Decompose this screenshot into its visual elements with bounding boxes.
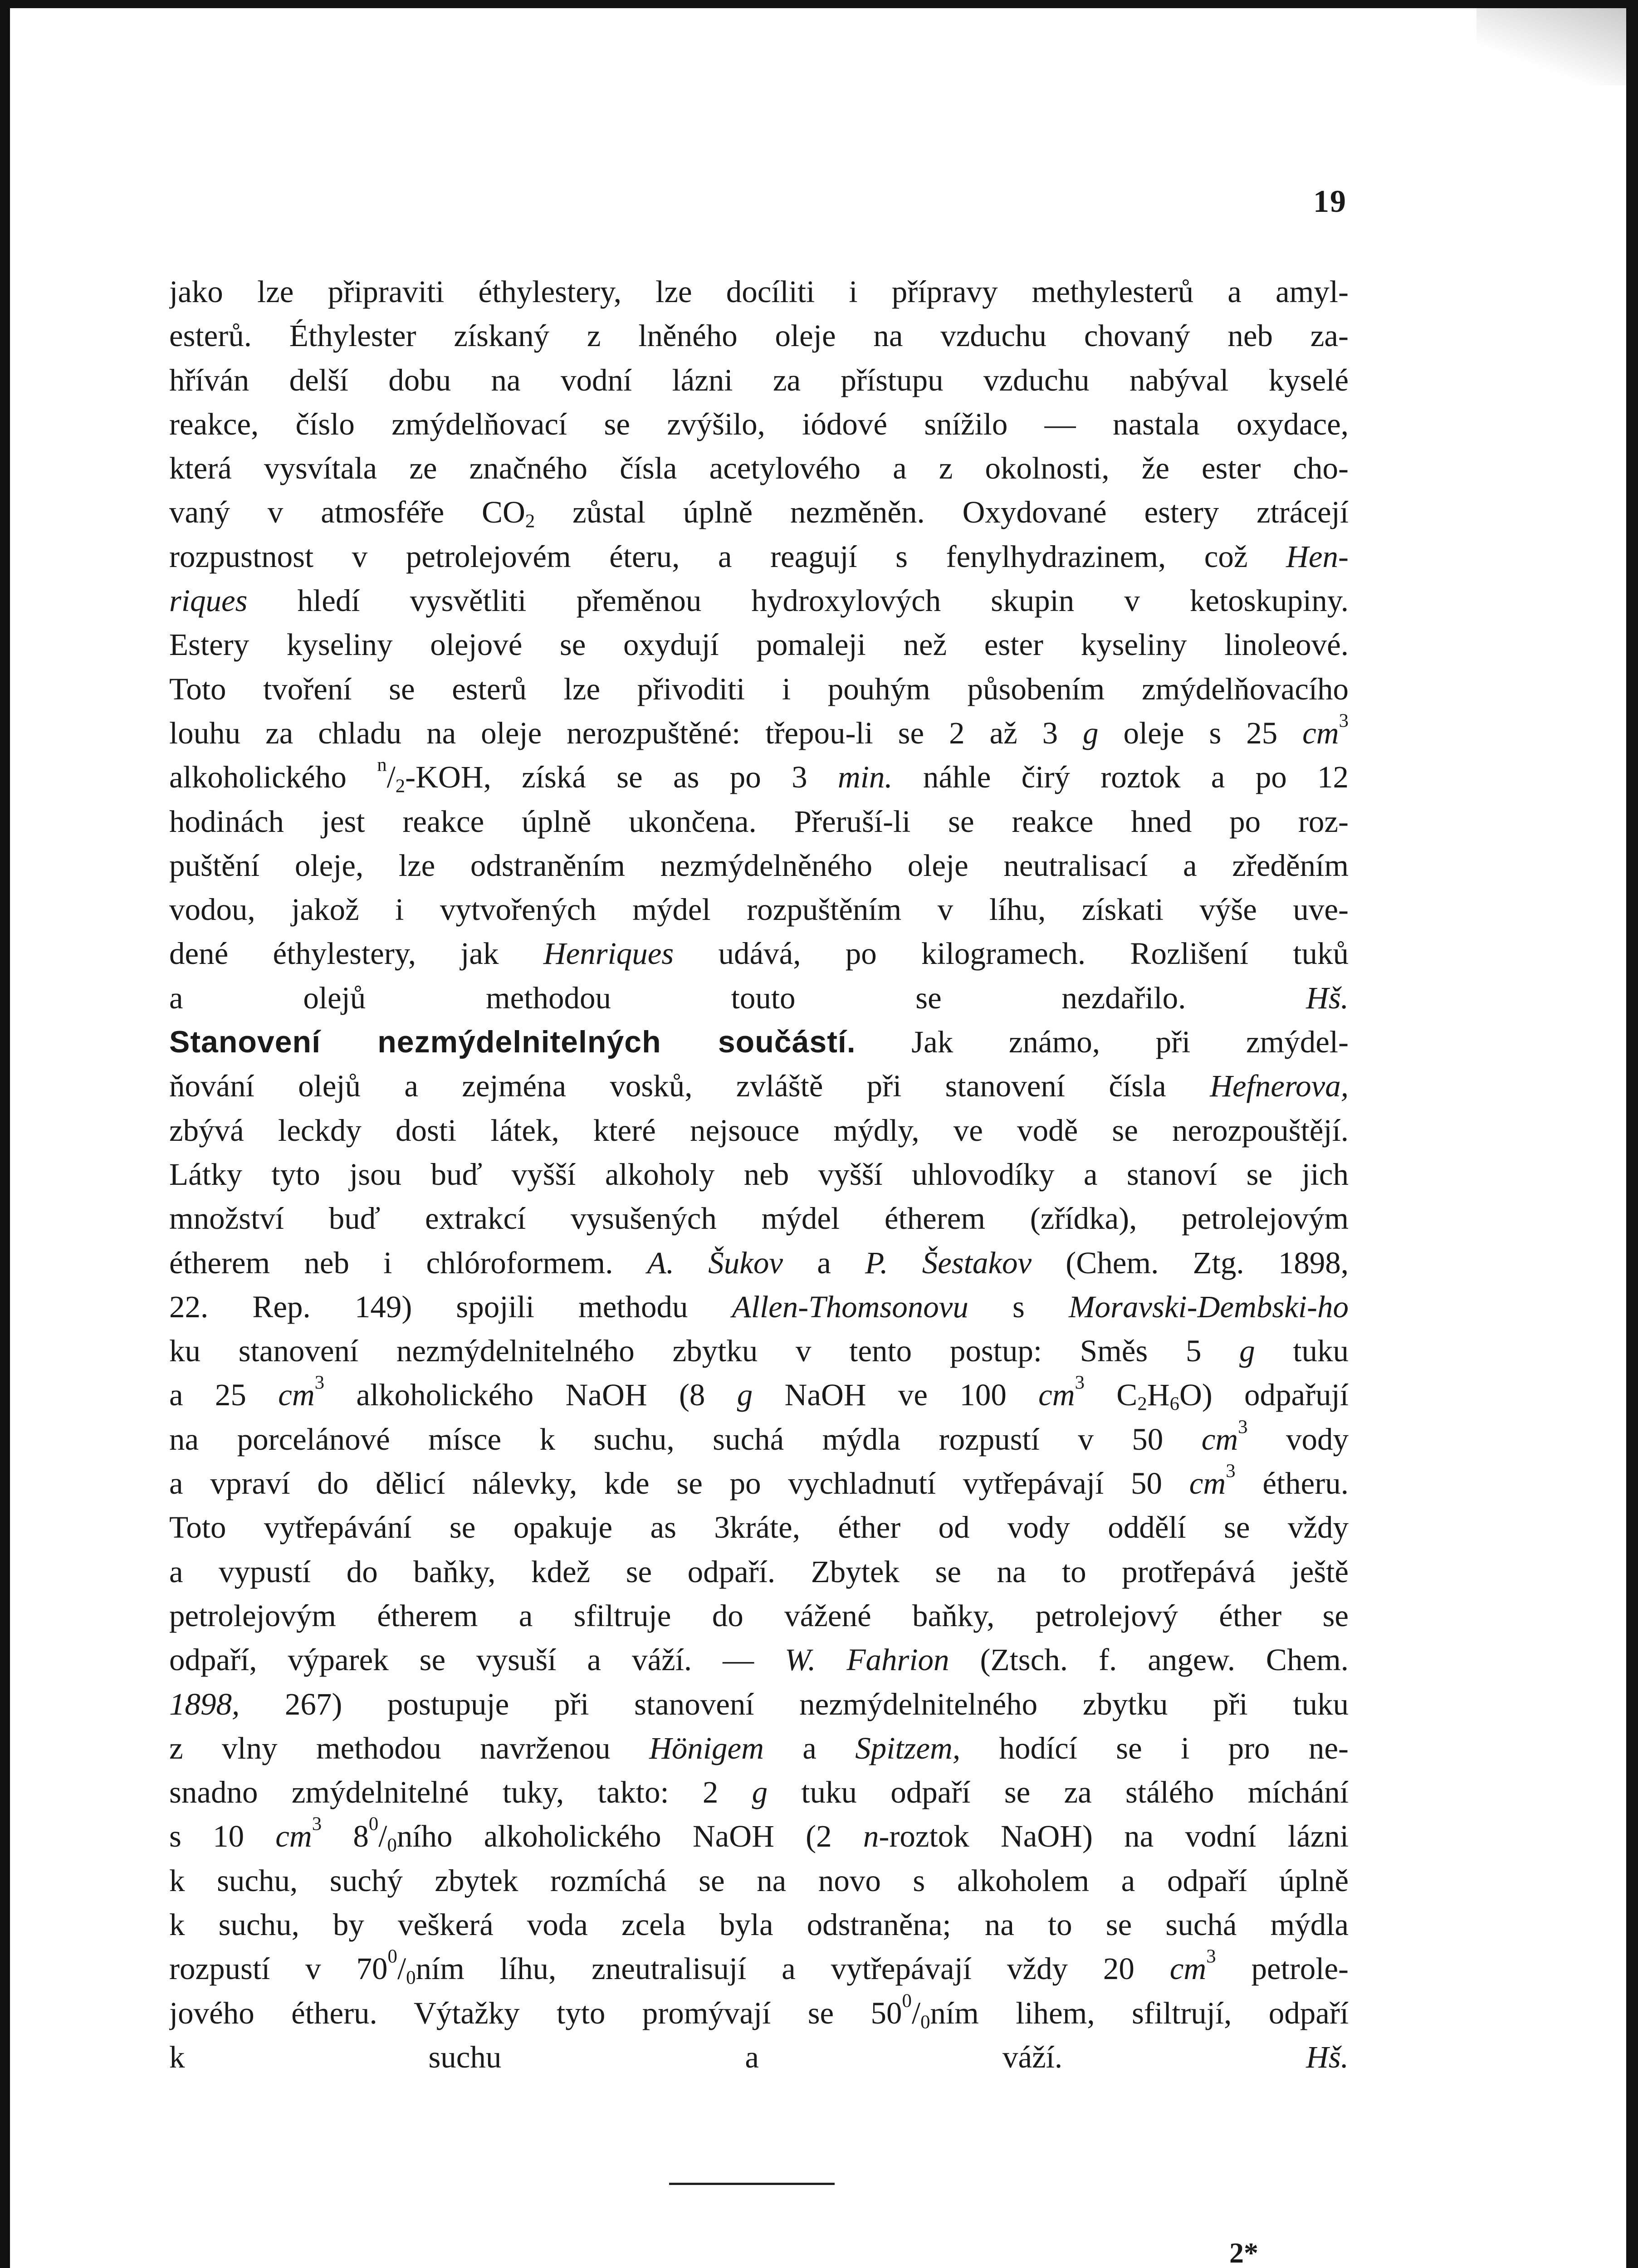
text-line: a 25 $cm^3$ alkoholického NaOH (8 g NaOH ve 100 $cm^3$ $C_2H_6O$) odpařují [169, 1373, 1349, 1415]
text-line: k suchu a váží. Hš. [169, 2039, 1349, 2074]
text-line: hodinách jest reakce úplně ukončena. Přeruší-li se reakce hned po roz- [169, 804, 1349, 839]
text-line: esterů. Éthylester získaný z lněného oleje na vzduchu chovaný neb za- [169, 318, 1349, 353]
text-line: alkoholického $^n/_2$-KOH, získá se as po 3 min. náhle čirý roztok a po 12 [169, 755, 1349, 797]
text-line: snadno zmýdelnitelné tuky, takto: 2 g tuku odpaří se za stálého míchání [169, 1775, 1349, 1810]
text-line: jového étheru. Výtažky tyto promývají se $50^0/_0ním$ lihem, sfiltrují, odpaří [169, 1991, 1349, 2033]
text-line: která vysvítala ze značného čísla acetylového a z okolnosti, že ester cho- [169, 451, 1349, 486]
text-line: 22. Rep. 149) spojili methodu Allen-Thomsonovu s Moravski-Dembski-ho [169, 1289, 1349, 1324]
text-line: reakce, číslo zmýdelňovací se zvýšilo, iódové snížilo — nastala oxydace, [169, 406, 1349, 441]
scan-border-top [0, 0, 1638, 8]
text-line: k suchu, suchý zbytek rozmíchá se na novo s alkoholem a odpaří úplně [169, 1863, 1349, 1898]
text-line: petrolejovým étherem a sfiltruje do vážené baňky, petrolejový éther se [169, 1598, 1349, 1633]
text-line: z vlny methodou navrženou Hönigem a Spitzem, hodící se i pro ne- [169, 1730, 1349, 1765]
text-line: zbývá leckdy dosti látek, které nejsouce mýdly, ve vodě se nerozpouštějí. [169, 1113, 1349, 1148]
text-line: množství buď extrakcí vysušených mýdel étherem (zřídka), petrolejovým [169, 1201, 1349, 1236]
text-line: ku stanovení nezmýdelnitelného zbytku v tento postup: Směs 5 g tuku [169, 1334, 1349, 1369]
text-line: Stanovení nezmýdelnitelných součástí. Jak známo, při zmýdel- [169, 1025, 1349, 1060]
text-line: a vypustí do baňky, kdež se odpaří. Zbytek se na to protřepává ještě [169, 1554, 1349, 1589]
text-line: a vpraví do dělicí nálevky, kde se po vychladnutí vytřepávají 50 $cm^3$ étheru. [169, 1461, 1349, 1501]
text-line: puštění oleje, lze odstraněním nezmýdelněného oleje neutralisací a zředěním [169, 848, 1349, 883]
scan-border-left [0, 0, 10, 2268]
text-line: k suchu, by veškerá voda zcela byla odstraněna; na to se suchá mýdla [169, 1907, 1349, 1942]
signature-mark: 2* [1229, 2237, 1258, 2268]
author-signature: Hš. [1306, 2039, 1349, 2074]
scan-border-right [1626, 0, 1638, 2268]
text-line: riques hledí vysvětliti přeměnou hydroxylových skupin v ketoskupiny. [169, 583, 1349, 618]
text-line: na porcelánové mísce k suchu, suchá mýdla rozpustí v 50 $cm^3$ vody [169, 1417, 1349, 1457]
text-line: Látky tyto jsou buď vyšší alkoholy neb vyšší uhlovodíky a stanoví se jich [169, 1157, 1349, 1192]
text-line: ňování olejů a zejména vosků, zvláště při stanovení čísla Hefnerova, [169, 1069, 1349, 1104]
text-line: rozpustnost v petrolejovém éteru, a reagují s fenylhydrazinem, což Hen- [169, 539, 1349, 574]
text-line: Toto vytřepávání se opakuje as 3kráte, éther od vody oddělí se vždy [169, 1510, 1349, 1545]
body-text [169, 270, 1349, 2079]
text-line: rozpustí v $70^0/_0ním$ líhu, zneutralisují a vytřepávají vždy 20 $cm^3$ petrole- [169, 1947, 1349, 1989]
text-line: odpaří, výparek se vysuší a váží. — W. Fahrion (Ztsch. f. angew. Chem. [169, 1642, 1349, 1677]
text-line: vodou, jakož i vytvořených mýdel rozpuštěním v líhu, získati výše uve- [169, 892, 1349, 927]
section-heading: Stanovení nezmýdelnitelných součástí. [169, 1025, 856, 1060]
section-divider [669, 2183, 835, 2185]
text-line: vaný v atmosféře $CO_2$ zůstal úplně nezměněn. Oxydované estery ztrácejí [169, 495, 1349, 533]
text-line: louhu za chladu na oleje nerozpuštěné: třepou-li se 2 až 3 g oleje s 25 $cm^3$ [169, 711, 1349, 750]
text-line: hříván delší dobu na vodní lázni za přístupu vzduchu nabýval kyselé [169, 362, 1349, 397]
text-line: dené éthylestery, jak Henriques udává, po kilogramech. Rozlišení tuků [169, 936, 1349, 971]
text-line: a olejů methodou touto se nezdařilo. Hš. [169, 980, 1349, 1015]
scan-corner-shade [1477, 8, 1626, 85]
text-line: Estery kyseliny olejové se oxydují pomaleji než ester kyseliny linoleové. [169, 627, 1349, 662]
text-line: 1898, 267) postupuje při stanovení nezmýdelnitelného zbytku při tuku [169, 1686, 1349, 1721]
text-line: étherem neb i chlóroformem. A. Šukov a P. Šestakov (Chem. Ztg. 1898, [169, 1245, 1349, 1280]
page-number: 19 [1313, 184, 1347, 219]
text-line: jako lze připraviti éthylestery, lze docíliti i přípravy methylesterů a amyl- [169, 274, 1349, 309]
text-line: s 10 $cm^3$ $8^0/_0ního$ alkoholického NaOH (2 n-roztok NaOH) na vodní lázni [169, 1814, 1349, 1857]
author-signature: Hš. [1306, 980, 1349, 1015]
text-line: Toto tvoření se esterů lze přivoditi i pouhým působením zmýdelňovacího [169, 671, 1349, 706]
